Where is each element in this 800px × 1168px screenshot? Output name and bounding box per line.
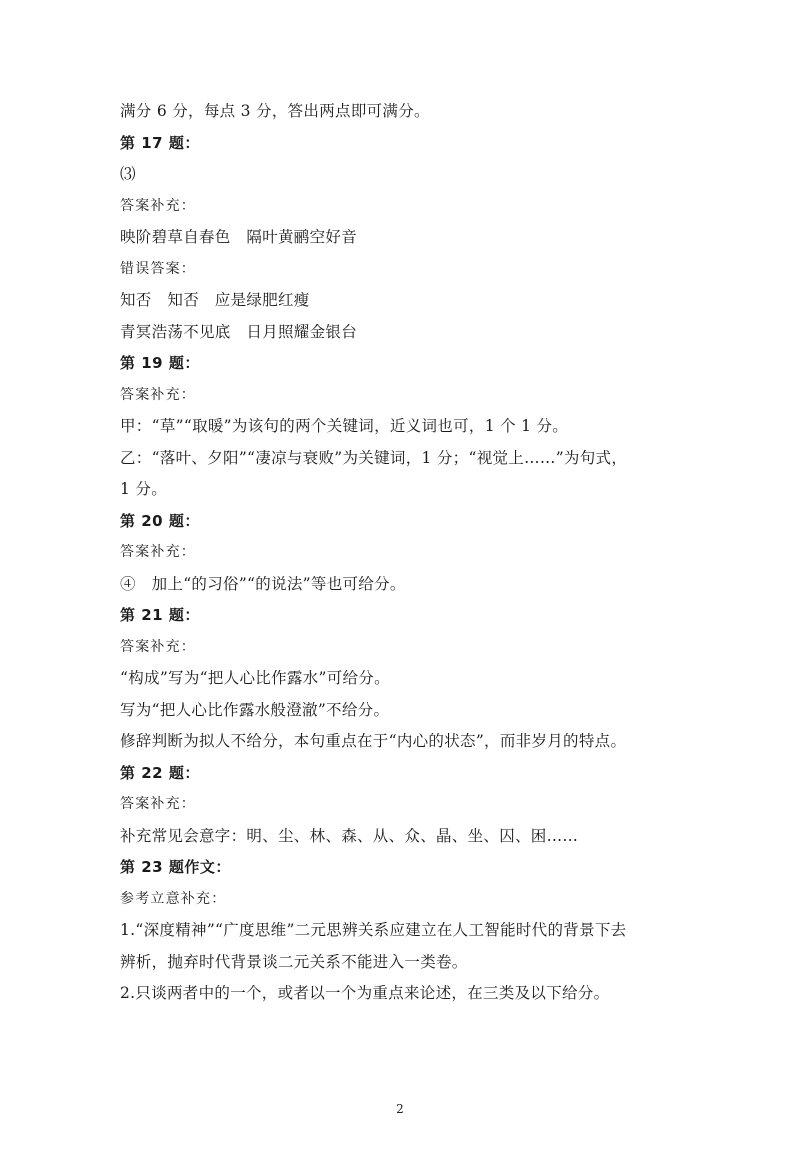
text-line: 乙：“落叶、夕阳”“凄凉与衰败”为关键词，1 分；“视觉上……”为句式， — [120, 448, 628, 467]
text-line: ④ 加上“的习俗”“的说法”等也可给分。 — [120, 574, 406, 593]
question-heading: 第 17 题： — [120, 133, 200, 152]
question-heading: 第 21 题： — [120, 606, 200, 624]
text-line: 满分 6 分，每点 3 分，答出两点即可满分。 — [120, 102, 430, 120]
document-body — [120, 96, 680, 1010]
text-line: 知否 知否 应是绿肥红瘦 — [120, 291, 310, 309]
question-heading: 第 22 题： — [120, 763, 200, 782]
text-line: 甲：“草”“取暖”为该句的两个关键词，近义词也可，1 个 1 分。 — [120, 417, 569, 435]
section-label: 参考立意补充： — [120, 890, 227, 907]
section-label: 答案补充： — [120, 638, 196, 655]
text-line: 补充常见会意字：明、尘、林、森、从、众、晶、坐、囚、困…… — [120, 826, 579, 845]
text-line: 1.“深度精神”“广度思维”二元思辨关系应建立在人工智能时代的背景下去 — [120, 921, 627, 939]
section-label: 答案补充： — [120, 197, 196, 214]
question-heading: 第 20 题： — [120, 511, 200, 530]
section-label: 答案补充： — [120, 796, 196, 812]
question-heading: 第 19 题： — [120, 354, 200, 372]
section-label: 答案补充： — [120, 544, 196, 560]
text-line: 映阶碧草自春色 隔叶黄鹂空好音 — [120, 228, 358, 246]
text-line: 写为“把人心比作露水般澄澈”不给分。 — [120, 700, 390, 719]
text-line: “构成”写为“把人心比作露水”可给分。 — [120, 669, 390, 687]
text-line: ⑶ — [120, 165, 136, 183]
text-line: 1 分。 — [120, 480, 167, 498]
page-number: 2 — [396, 1102, 404, 1116]
text-line: 修辞判断为拟人不给分，本句重点在于“内心的状态”，而非岁月的特点。 — [120, 732, 627, 750]
text-line: 青冥浩荡不见底 日月照耀金银台 — [120, 322, 358, 341]
section-label: 错误答案： — [120, 260, 196, 277]
text-line: 2.只谈两者中的一个，或者以一个为重点来论述，在三类及以下给分。 — [120, 984, 610, 1002]
text-line: 辨析，抛弃时代背景谈二元关系不能进入一类卷。 — [120, 952, 468, 971]
question-heading: 第 23 题作文： — [120, 858, 231, 876]
section-label: 答案补充： — [120, 386, 196, 403]
